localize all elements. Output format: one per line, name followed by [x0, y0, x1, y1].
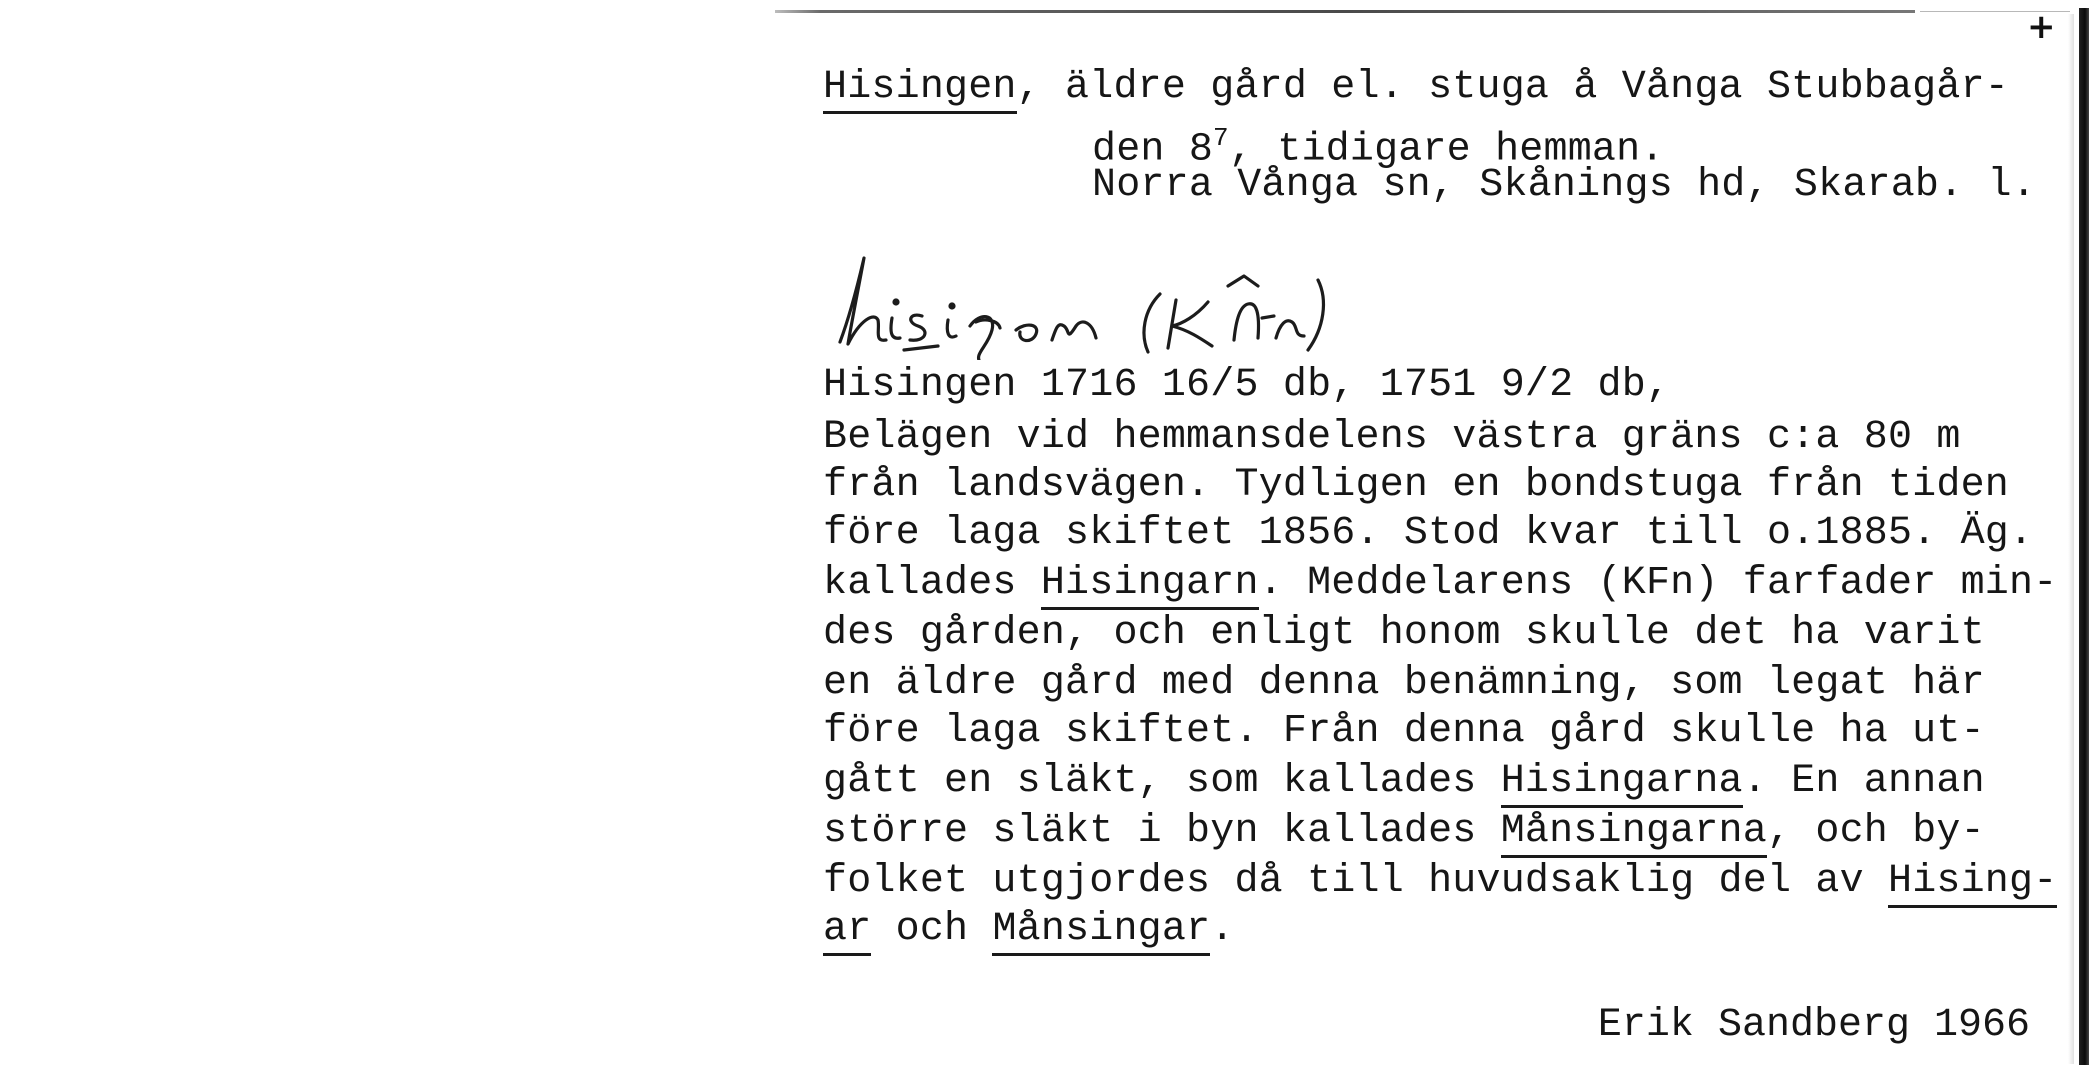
body-text: , och by- — [1766, 809, 1985, 854]
corner-cross-mark: + — [2027, 7, 2056, 47]
body-line: från landsvägen. Tydligen en bondstuga från tiden — [823, 463, 2009, 508]
card-right-edge — [2079, 8, 2089, 1065]
handwritten-superscript: 7 — [1213, 123, 1229, 153]
place-name-heading: Hisingen — [823, 65, 1017, 114]
body-text: . Meddelarens (KFn) farfader min- — [1258, 561, 2058, 606]
heading-line-2-start: den 8 — [1092, 127, 1214, 173]
body-text: . En annan — [1742, 759, 1985, 804]
body-line: före laga skiftet 1856. Stod kvar till o.1885. Äg. — [823, 511, 2034, 556]
body-line — [823, 858, 2057, 906]
heading-line-2-end: , tidigare hemman. — [1228, 127, 1665, 173]
underlined-name: Månsingarna — [1501, 809, 1767, 858]
underlined-name: Hisingarna — [1501, 759, 1743, 808]
body-text: folket utgjordes då till huvudsaklig del av — [823, 859, 1888, 904]
body-text: . — [1210, 907, 1235, 952]
author-signature: Erik Sandberg 1966 — [1597, 1003, 2030, 1048]
body-text: gått en släkt, som kallades — [823, 759, 1501, 804]
sources-line: Hisingen 1716 16/5 db, 1751 9/2 db, — [823, 363, 1671, 408]
body-line — [823, 906, 1235, 954]
card-edge-shadow — [2068, 14, 2074, 1064]
body-line: Belägen vid hemmansdelens västra gräns c:a 80 m — [823, 415, 1961, 460]
body-text: kallades — [823, 561, 1041, 606]
heading-description: , äldre gård el. stuga å Vånga Stubbagår- — [1016, 65, 2010, 110]
body-text: och — [871, 907, 993, 952]
underlined-name: Månsingar — [992, 907, 1210, 956]
body-line — [823, 758, 1985, 806]
underlined-name: Hising- — [1888, 859, 2057, 908]
body-line: des gården, och enligt honom skulle det ha varit — [823, 611, 1985, 656]
body-line: en äldre gård med denna benämning, som legat här — [823, 661, 1985, 706]
underlined-name: ar — [823, 907, 871, 956]
body-text: större släkt i byn kallades — [823, 809, 1501, 854]
body-line — [823, 560, 2057, 608]
body-line: före laga skiftet. Från denna gård skulle ha ut- — [823, 709, 1985, 754]
heading-line-3-location: Norra Vånga sn, Skånings hd, Skarab. l. — [1092, 163, 2036, 208]
card-top-border — [775, 10, 1915, 13]
body-line — [823, 808, 1985, 856]
handwritten-pronunciation — [830, 250, 1460, 360]
heading-line-1 — [823, 64, 2009, 112]
underlined-name: Hisingarn — [1041, 561, 1259, 610]
